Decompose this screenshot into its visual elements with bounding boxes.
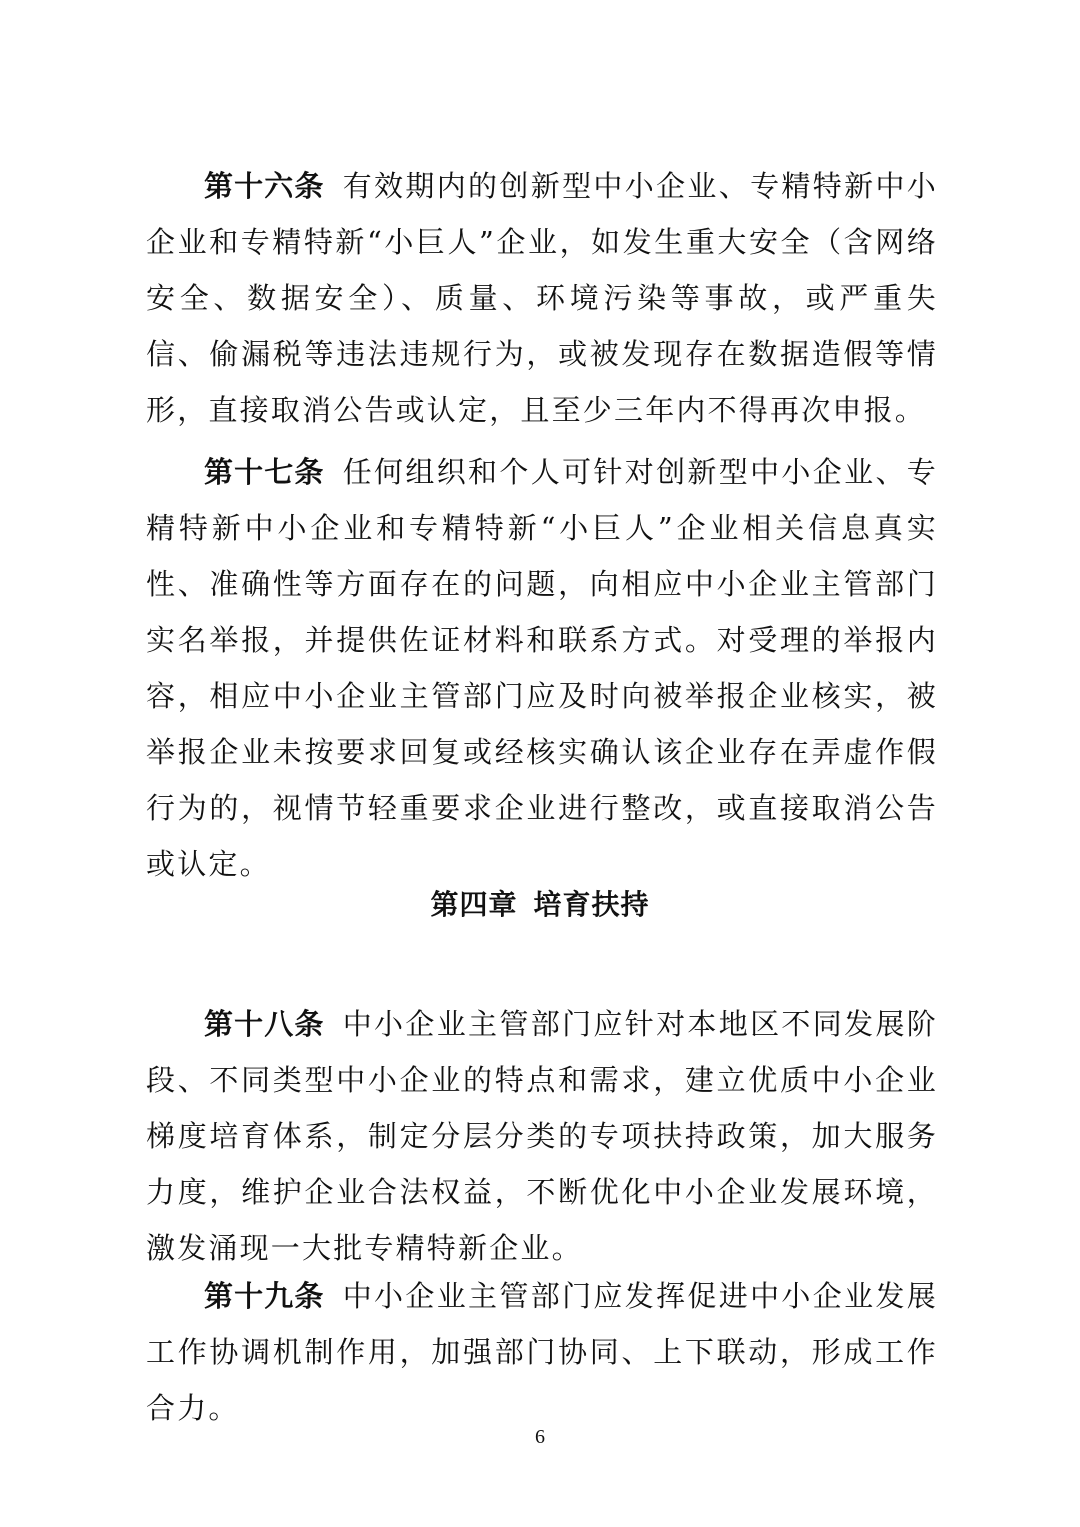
article-16-text: 有效期内的创新型中小企业、专精特新中小企业和专精特新“小巨人”企业，如发生重大安全（含网络安全、数据安全）、质量、环境污染等事故，或严重失信、偷漏税等违法违规行为，或被发现存在数据造假等情形，直接取消公告或认定，且至少三年内不得再次申报。 bbox=[146, 169, 938, 427]
chapter-number: 第四章 bbox=[430, 888, 518, 921]
article-19-label: 第十九条 bbox=[204, 1279, 325, 1313]
article-19-text: 中小企业主管部门应发挥促进中小企业发展工作协调机制作用，加强部门协同、上下联动，形成工作合力。 bbox=[146, 1279, 938, 1425]
article-18-label: 第十八条 bbox=[204, 1007, 325, 1041]
article-18 bbox=[146, 996, 938, 1276]
chapter-title: 培育扶持 bbox=[533, 888, 650, 921]
article-16-label: 第十六条 bbox=[204, 169, 325, 203]
article-17-text: 任何组织和个人可针对创新型中小企业、专精特新中小企业和专精特新“小巨人”企业相关信息真实性、准确性等方面存在的问题，向相应中小企业主管部门实名举报，并提供佐证材料和联系方式。对受理的举报内容，相应中小企业主管部门应及时向被举报企业核实，被举报企业未按要求回复或经核实确认该企业存在弄虚作假行为的，视情节轻重要求企业进行整改，或直接取消公告或认定。 bbox=[146, 455, 938, 881]
article-19 bbox=[146, 1268, 938, 1436]
article-18-text: 中小企业主管部门应针对本地区不同发展阶段、不同类型中小企业的特点和需求，建立优质中小企业梯度培育体系，制定分层分类的专项扶持政策，加大服务力度，维护企业合法权益，不断优化中小企业发展环境，激发涌现一大批专精特新企业。 bbox=[146, 1007, 938, 1265]
article-17-label: 第十七条 bbox=[204, 455, 325, 489]
article-16 bbox=[146, 158, 938, 438]
chapter-heading bbox=[0, 880, 1080, 930]
article-17 bbox=[146, 444, 938, 892]
page-number: 6 bbox=[535, 1426, 545, 1448]
